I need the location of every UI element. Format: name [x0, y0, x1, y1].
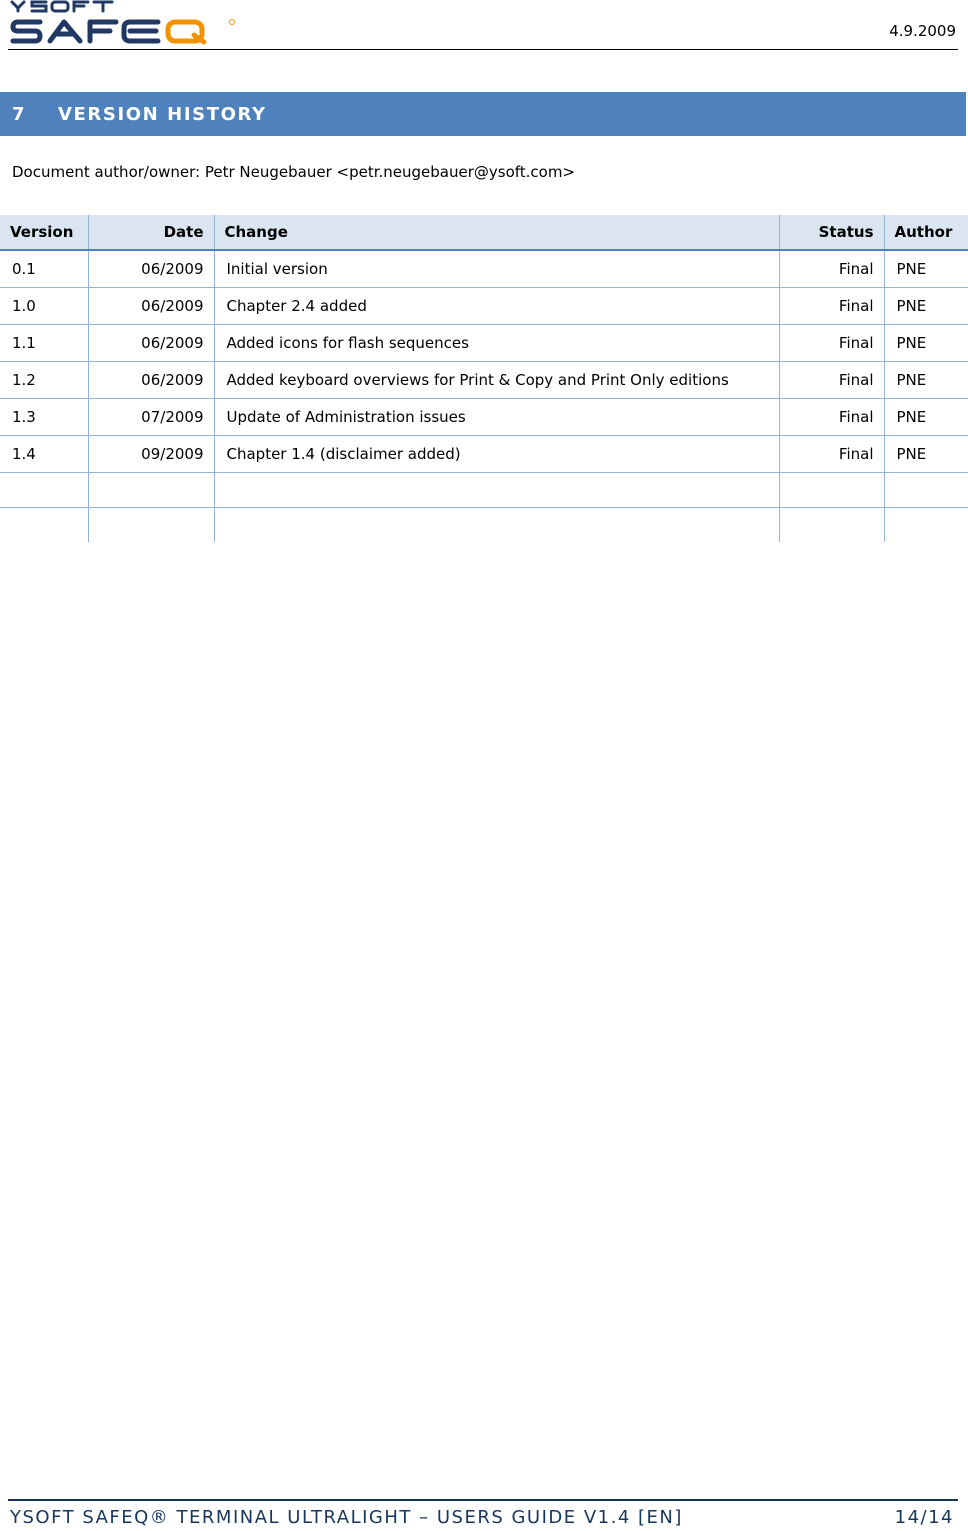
version-cell: 0.1 [0, 250, 88, 288]
version-cell: 1.2 [0, 362, 88, 399]
column-header-version: Version [0, 215, 88, 250]
status-cell: Final [779, 325, 884, 362]
change-cell: Chapter 2.4 added [214, 288, 779, 325]
document-author-line: Document author/owner: Petr Neugebauer <petr.neugebauer@ysoft.com> [12, 163, 576, 181]
table-row [0, 250, 968, 288]
version-cell: 1.1 [0, 325, 88, 362]
table-row [0, 436, 968, 473]
empty-cell [0, 508, 88, 543]
author-cell: PNE [884, 325, 968, 362]
date-cell: 06/2009 [88, 325, 214, 362]
footer-page-number: 14/14 [894, 1507, 954, 1528]
empty-cell [884, 473, 968, 508]
author-cell: PNE [884, 362, 968, 399]
date-cell: 09/2009 [88, 436, 214, 473]
table-header-row [0, 215, 968, 250]
section-heading [0, 92, 966, 136]
status-cell: Final [779, 362, 884, 399]
empty-cell [779, 473, 884, 508]
author-cell: PNE [884, 250, 968, 288]
date-cell: 06/2009 [88, 250, 214, 288]
date-cell: 07/2009 [88, 399, 214, 436]
status-cell: Final [779, 436, 884, 473]
change-cell: Added keyboard overviews for Print & Copy and Print Only editions [214, 362, 779, 399]
empty-cell [214, 508, 779, 543]
empty-cell [214, 473, 779, 508]
column-header-change: Change [214, 215, 779, 250]
header-date: 4.9.2009 [889, 22, 956, 40]
empty-cell [88, 473, 214, 508]
empty-cell [779, 508, 884, 543]
footer-rule [8, 1499, 958, 1501]
change-cell: Chapter 1.4 (disclaimer added) [214, 436, 779, 473]
empty-cell [88, 508, 214, 543]
author-cell: PNE [884, 436, 968, 473]
version-history-table [0, 215, 968, 542]
table-row [0, 399, 968, 436]
empty-cell [0, 473, 88, 508]
status-cell: Final [779, 288, 884, 325]
column-header-status: Status [779, 215, 884, 250]
change-cell: Added icons for flash sequences [214, 325, 779, 362]
author-cell: PNE [884, 288, 968, 325]
table-row [0, 325, 968, 362]
date-cell: 06/2009 [88, 362, 214, 399]
version-cell: 1.0 [0, 288, 88, 325]
table-row [0, 288, 968, 325]
date-cell: 06/2009 [88, 288, 214, 325]
version-cell: 1.4 [0, 436, 88, 473]
ysoft-safeq-logo [8, 0, 240, 48]
table-row [0, 362, 968, 399]
change-cell: Update of Administration issues [214, 399, 779, 436]
footer-document-title: YSOFT SAFEQ® TERMINAL ULTRALIGHT – USERS GUIDE V1.4 [EN] [10, 1507, 683, 1528]
status-cell: Final [779, 250, 884, 288]
status-cell: Final [779, 399, 884, 436]
author-cell: PNE [884, 399, 968, 436]
section-number: 7 [12, 103, 27, 125]
empty-cell [884, 508, 968, 543]
version-cell: 1.3 [0, 399, 88, 436]
column-header-author: Author [884, 215, 968, 250]
empty-table-row [0, 473, 968, 508]
empty-table-row [0, 508, 968, 543]
header-rule [8, 49, 958, 50]
section-title: VERSION HISTORY [58, 103, 267, 125]
change-cell: Initial version [214, 250, 779, 288]
column-header-date: Date [88, 215, 214, 250]
